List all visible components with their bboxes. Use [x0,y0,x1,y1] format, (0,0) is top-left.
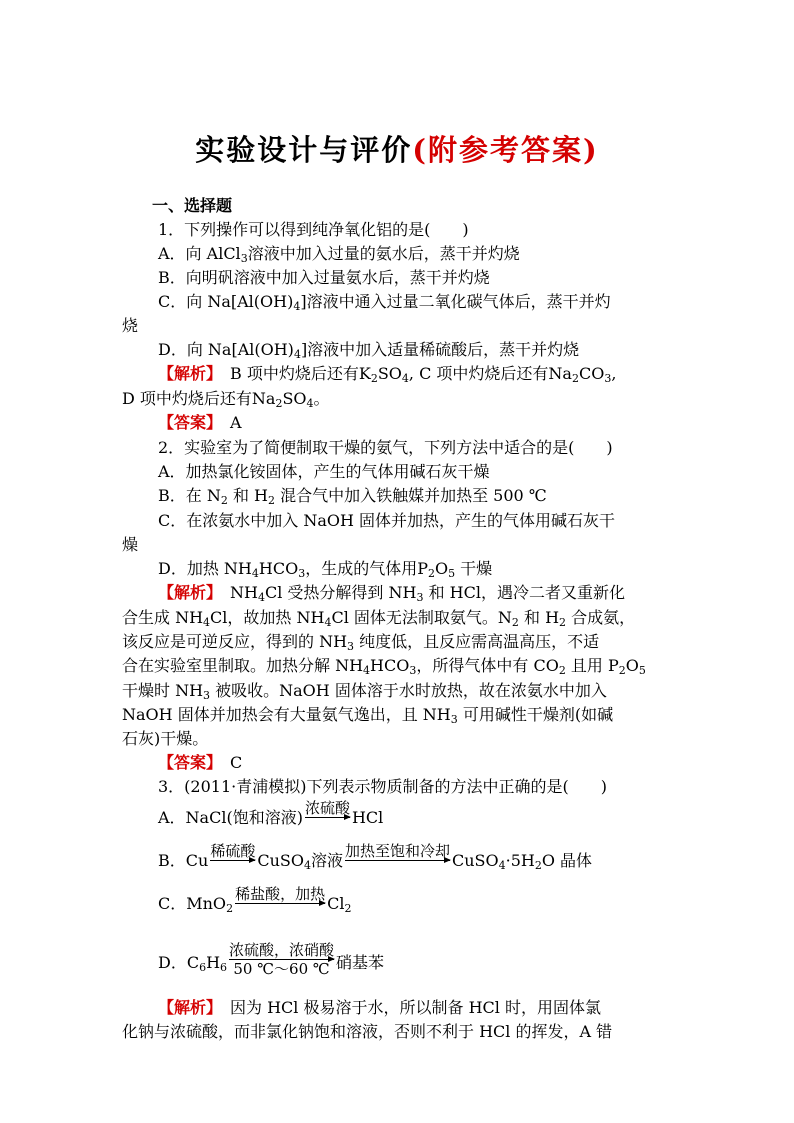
q1-analysis-cont: D 项中灼烧后还有$Na_2SO_4$。 [122,389,330,410]
q2-analysis-line5: 干燥时 $NH_3$ 被吸收。NaOH 固体溶于水时放热，故在浓氨水中加入 [122,681,607,702]
q3-option-c: C．MnO$_2$ 稀盐酸，加热 $Cl_2$ [158,885,352,915]
q2-analysis-line3: 该反应是可逆反应，得到的 $NH_3$ 纯度低，且反应需高温高压，不适 [122,632,600,653]
q2-option-c: C．在浓氨水中加入 NaOH 固体并加热，产生的气体用碱石灰干 [158,511,616,530]
section-heading: 一、选择题 [152,196,233,215]
answer-tag: 【答案】 [158,413,215,432]
analysis-tag: 【解析】 [158,364,215,383]
q1-option-c-cont: 烧 [122,316,139,335]
q2-analysis-line2: 合生成 $NH_4Cl$，故加热 $NH_4Cl$ 固体无法制取氨气。$N_2$ 和 $H_2$ 合成氨， [122,608,636,629]
q3-option-b: B．Cu 稀硫酸 CuSO$_4$溶液 加热至饱和冷却 $CuSO_4\cdot 5H_2O$ 晶体 [158,842,593,872]
q3-option-d: D．$C_6H_6$ 浓硫酸，浓硝酸 50 ℃～60 ℃ 硝基苯 [158,941,385,978]
q1-option-d: D．向 $Na[Al(OH)_4]$溶液中加入适量稀硫酸后，蒸干并灼烧 [158,340,580,361]
q2-option-c-cont: 燥 [122,535,139,554]
page-title: 实验设计与评价(附参考答案) [195,133,599,167]
q1-option-b: B．向明矾溶液中加入过量氨水后，蒸干并灼烧 [158,268,490,287]
q2-analysis-line7: 石灰)干燥。 [122,729,209,748]
reaction-arrow: 加热至饱和冷却 [344,842,450,860]
answer-tag: 【答案】 [158,753,215,772]
reaction-arrow: 浓硫酸 [304,799,350,817]
reaction-arrow: 浓硫酸，浓硝酸 50 ℃～60 ℃ [229,941,335,978]
q3-analysis: 【解析】 因为 HCl 极易溶于水，所以制备 HCl 时，用固体氯 [158,998,601,1017]
q3-analysis-line2: 化钠与浓硫酸，而非氯化钠饱和溶液，否则不利于 HCl 的挥发，A 错 [122,1022,613,1041]
q1-answer: 【答案】 A [158,413,242,432]
title-suffix: (附参考答案) [412,133,599,167]
q2-stem: 2．实验室为了简便制取干燥的氨气，下列方法中适合的是( ) [158,438,613,457]
q3-option-a: A．NaCl(饱和溶液) 浓硫酸 HCl [158,799,384,827]
q1-option-c: C．向 $Na[Al(OH)_4]$溶液中通入过量二氧化碳气体后，蒸干并灼 [158,292,611,313]
q2-answer: 【答案】 C [158,753,243,772]
analysis-tag: 【解析】 [158,583,215,602]
reaction-arrow: 稀盐酸，加热 [235,885,326,903]
q2-analysis-line4: 合在实验室里制取。加热分解 $NH_4HCO_3$，所得气体中有 $CO_2$ 且用 $P_2O_5$ [122,656,646,677]
q1-option-a: A．向 AlCl$_3$溶液中加入过量的氨水后，蒸干并灼烧 [158,244,520,265]
q2-option-b: B．在 $N_2$ 和 $H_2$ 混合气中加入铁触媒并加热至 500 ℃ [158,486,547,507]
q2-analysis-line6: NaOH 固体并加热会有大量氨气逸出，且 $NH_3$ 可用碱性干燥剂(如碱 [122,705,614,726]
q2-option-a: A．加热氯化铵固体，产生的气体用碱石灰干燥 [158,462,490,481]
q1-analysis: 【解析】 B 项中灼烧后还有$K_2SO_4$, C 项中灼烧后还有$Na_2CO_3$, [158,364,617,385]
q3-stem: 3．(2011·青浦模拟)下列表示物质制备的方法中正确的是( ) [158,777,607,796]
q2-option-d: D．加热 $NH_4HCO_3$，生成的气体用$P_2O_5$ 干燥 [158,559,493,580]
reaction-arrow: 稀硫酸 [210,842,256,860]
q1-stem: 1．下列操作可以得到纯净氧化铝的是( ) [158,220,469,239]
analysis-tag: 【解析】 [158,998,215,1017]
q2-analysis: 【解析】 $NH_4Cl$ 受热分解得到 $NH_3$ 和 HCl，遇冷二者又重新化 [158,583,625,604]
